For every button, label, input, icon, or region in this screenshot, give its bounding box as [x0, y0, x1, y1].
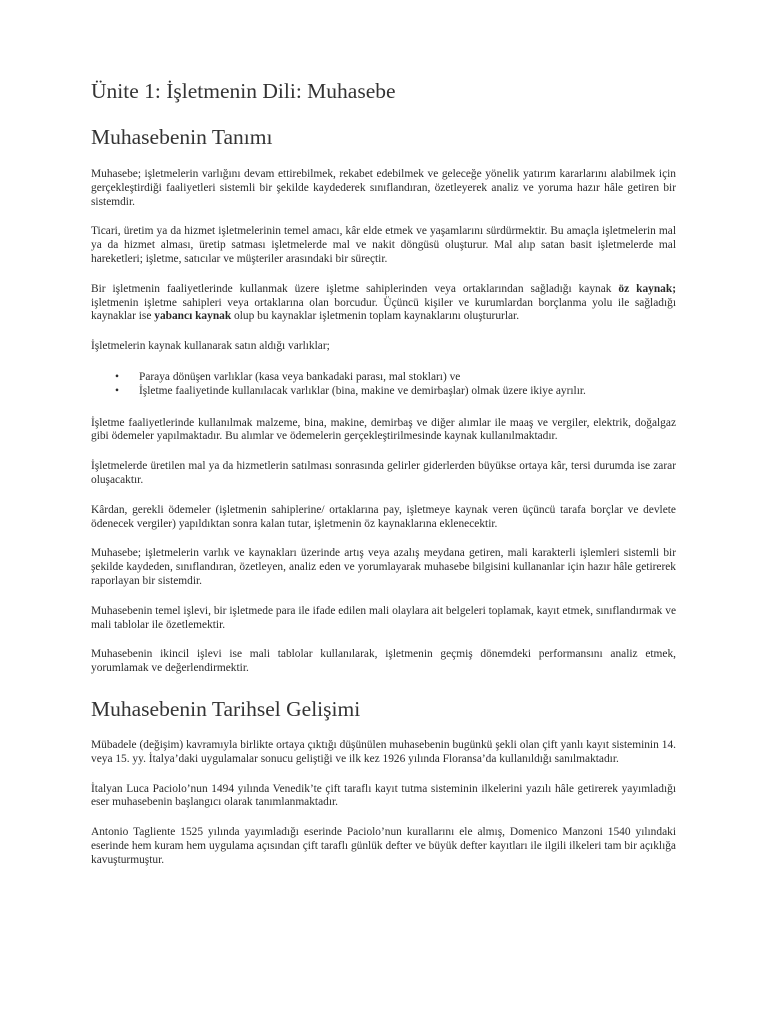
paragraph: Muhasebe; işletmelerin varlık ve kaynakları üzerinde artış veya azalış meydana getiren, mali karakterli işlemleri sistemli bir şekilde kaydeden, sınıflandıran, özetleyen, analiz eden ve yorumlayarak muhasebe bilgisini kullananlar için hazır hâle getirerek raporlayan bir sistemdir.: [91, 547, 676, 587]
list-item-text: Paraya dönüşen varlıklar (kasa veya bankadaki parası, mal stokları) ve: [139, 370, 461, 383]
paragraph: İtalyan Luca Paciolo’nun 1494 yılında Venedik’te çift taraflı kayıt tutma sisteminin ilkelerini yazılı hâle getirerek yayımladığı eser muhasebenin başlangıcı olarak tanımlanmaktadır.: [91, 782, 676, 809]
paragraph: İşletme faaliyetlerinde kullanılmak malzeme, bina, makine, demirbaş ve diğer alımlar ile maaş ve vergiler, elektrik, doğalgaz gibi ödemeler yapılmaktadır. Bu alımlar ve ödemelerin gerçekleştirilmesinde kaynak kullanılmaktadır.: [91, 416, 676, 443]
document-page: [91, 78, 676, 884]
paragraph: Ticari, üretim ya da hizmet işletmelerinin temel amacı, kâr elde etmek ve yaşamlarını sürdürmektir. Bu amaçla işletmelerin mal ya da hizmet alması, üretip satması işletmelerde mal ve nakit döngüsü oluşturur. Mal alıp satan basit işletmelerde mal hareketleri; işletme, satıcılar ve müşteriler arasındaki bir süreçtir.: [91, 225, 676, 265]
paragraph: [91, 283, 676, 324]
bullet-icon: •: [115, 370, 119, 383]
paragraph-text: işletmenin işletme sahipleri veya ortaklarına olan borcudur. Üçüncü kişiler ve kurumlardan borçlanma yolu ile sağladığı kaynaklar ise: [91, 296, 676, 323]
paragraph: İşletmelerde üretilen mal ya da hizmetlerin satılması sonrasında gelirler giderlerden büyükse ortaya kâr, tersi durumda ise zarar oluşacaktır.: [91, 460, 676, 486]
paragraph: Muhasebenin ikincil işlevi ise mali tablolar kullanılarak, işletmenin geçmiş dönemdeki performansını analiz etmek, yorumlamak ve değerlendirmektir.: [91, 648, 676, 675]
paragraph-text: Bir işletmenin faaliyetlerinde kullanmak üzere işletme sahiplerinden veya ortaklarından sağladığı kaynak: [91, 282, 619, 295]
paragraph: İşletmelerin kaynak kullanarak satın aldığı varlıklar;: [91, 340, 330, 353]
paragraph: Kârdan, gerekli ödemeler (işletmenin sahiplerine/ ortaklarına pay, işletmeye kaynak veren üçüncü tarafa borçlar ve devlete ödenecek vergiler) yapıldıktan sonra kalan tutar, işletmenin öz kaynaklarına eklenecektir.: [91, 503, 676, 530]
paragraph: Antonio Tagliente 1525 yılında yayımladığı eserinde Paciolo’nun kurallarını ele almış, Domenico Manzoni 1540 yılındaki eserinde hem kuram hem uygulama açısından çift taraflı günlük defter ve büyük defter kayıtları ile ilgili ilkeleri tam bir açıklığa kavuşturmuştur.: [91, 826, 676, 866]
paragraph: Muhasebe; işletmelerin varlığını devam ettirebilmek, rekabet edebilmek ve geleceğe yönelik yatırım kararlarını alabilmek için gerçekleştirdiği faaliyetleri sistemli bir şekilde kaydederek sınıflandıran, özetleyerek analiz ve yoruma hazır hâle getiren bir sistemdir.: [91, 168, 676, 208]
section-heading-history: Muhasebenin Tarihsel Gelişimi: [91, 696, 361, 721]
bold-term-equity: öz kaynak;: [618, 282, 677, 295]
list-item-text: İşletme faaliyetinde kullanılacak varlıklar (bina, makine ve demirbaşlar) olmak üzere ikiye ayrılır.: [139, 384, 586, 397]
bullet-icon: •: [115, 384, 119, 397]
document-title: Ünite 1: İşletmenin Dili: Muhasebe: [91, 79, 396, 103]
list-item: [91, 385, 676, 399]
section-heading-definition: Muhasebenin Tanımı: [91, 125, 273, 149]
paragraph-text: olup bu kaynaklar işletmenin toplam kaynaklarını oluştururlar.: [231, 310, 520, 323]
bullet-list: [91, 371, 676, 399]
paragraph: Muhasebenin temel işlevi, bir işletmede para ile ifade edilen mali olaylara ait belgeleri toplamak, kayıt etmek, sınıflandırmak ve mali tablolar ile özetlemektir.: [91, 604, 676, 631]
list-item: [91, 371, 676, 385]
bold-term-liabilities: yabancı kaynak: [154, 310, 232, 323]
paragraph: Mübadele (değişim) kavramıyla birlikte ortaya çıktığı düşünülen muhasebenin bugünkü şekli olan çift yanlı kayıt sisteminin 14. veya 15. yy. İtalya’daki uygulamalar sonucu geliştiği ve ilk kez 1926 yılında Floransa’da kullanıldığı sanılmaktadır.: [91, 738, 676, 765]
